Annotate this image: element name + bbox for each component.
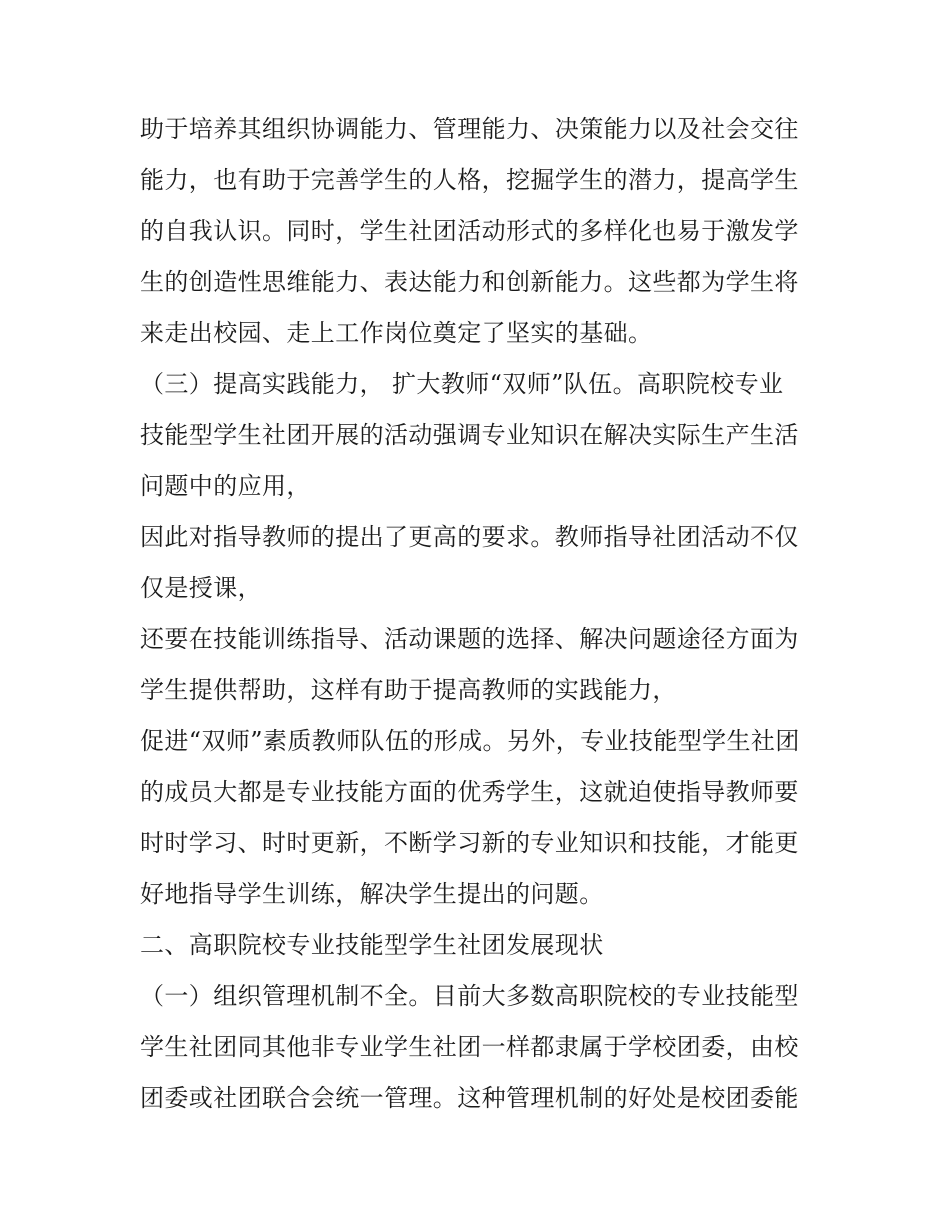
text-line: 技能型学生社团开展的活动强调专业知识在解决实际生产生活 — [140, 421, 799, 449]
text-line: 促进“双师”素质教师队伍的形成。另外，专业技能型学生社团 — [140, 727, 800, 755]
text-line: 问题中的应用， — [140, 472, 311, 500]
text-line: 好地指导学生训练，解决学生提出的问题。 — [140, 880, 604, 908]
text-line: 学生社团同其他非专业学生社团一样都隶属于学校团委，由校 — [140, 1033, 799, 1061]
text-line: 还要在技能训练指导、活动课题的选择、解决问题途径方面为 — [140, 625, 799, 653]
text-line: 仅是授课， — [140, 574, 262, 602]
section-heading-3: （三）提高实践能力， 扩大教师“双师”队伍。高职院校专业 — [140, 370, 784, 398]
text-line: 学生提供帮助，这样有助于提高教师的实践能力， — [140, 676, 677, 704]
chapter-heading-2: 二、高职院校专业技能型学生社团发展现状 — [140, 931, 604, 959]
text-line: 助于培养其组织协调能力、管理能力、决策能力以及社会交往 — [140, 115, 799, 143]
text-line: 生的创造性思维能力、表达能力和创新能力。这些都为学生将 — [140, 268, 799, 296]
text-line: 时时学习、时时更新，不断学习新的专业知识和技能，才能更 — [140, 829, 799, 857]
section-heading-1: （一）组织管理机制不全。目前大多数高职院校的专业技能型 — [140, 982, 799, 1010]
text-line: 的成员大都是专业技能方面的优秀学生，这就迫使指导教师要 — [140, 778, 799, 806]
text-line: 的自我认识。同时，学生社团活动形式的多样化也易于激发学 — [140, 217, 799, 245]
text-line: 因此对指导教师的提出了更高的要求。教师指导社团活动不仅 — [140, 523, 799, 551]
text-line: 能力，也有助于完善学生的人格，挖掘学生的潜力，提高学生 — [140, 166, 799, 194]
text-line: 团委或社团联合会统一管理。这种管理机制的好处是校团委能 — [140, 1084, 799, 1112]
text-line: 来走出校园、走上工作岗位奠定了坚实的基础。 — [140, 319, 653, 347]
